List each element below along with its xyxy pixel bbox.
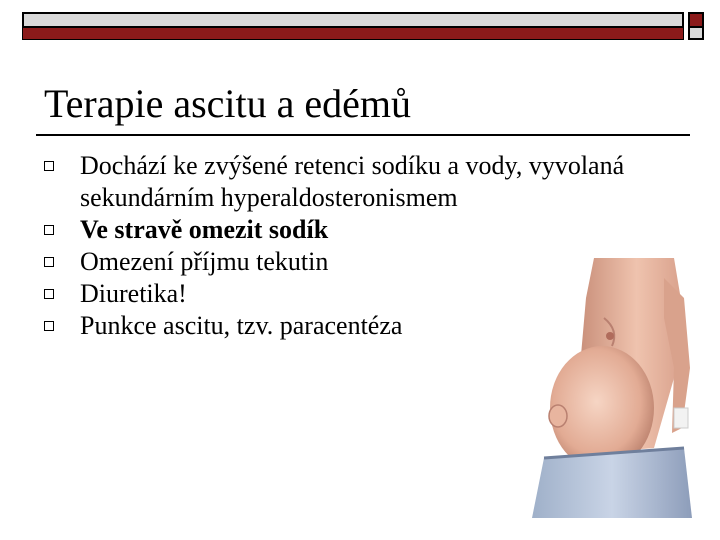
header-bar-grey bbox=[22, 12, 684, 28]
bullet-text: Dochází ke zvýšené retenci sodíku a vody, vyvolaná sekundárním hyperaldosteronismem bbox=[80, 151, 625, 212]
header-bar-red-stripe bbox=[22, 28, 684, 40]
hollow-square-bullet-icon bbox=[44, 321, 54, 331]
hollow-square-bullet-icon bbox=[44, 257, 54, 267]
patient-with-ascites-photo bbox=[524, 258, 692, 518]
slide-title: Terapie ascitu a edémů bbox=[44, 81, 412, 126]
bullet-text: Punkce ascitu, tzv. paracentéza bbox=[80, 311, 403, 340]
hollow-square-bullet-icon bbox=[44, 225, 54, 235]
hollow-square-bullet-icon bbox=[44, 289, 54, 299]
bullet-text: Omezení příjmu tekutin bbox=[80, 247, 329, 276]
hollow-square-bullet-icon bbox=[44, 161, 54, 171]
title-underline-divider bbox=[36, 134, 690, 136]
header-corner-red-square bbox=[688, 12, 704, 28]
list-item bbox=[44, 150, 684, 214]
bullet-text: Diuretika! bbox=[80, 279, 187, 308]
list-item bbox=[44, 214, 684, 246]
bullet-text: Ve stravě omezit sodík bbox=[80, 215, 329, 244]
header-corner-grey-square bbox=[688, 28, 704, 40]
